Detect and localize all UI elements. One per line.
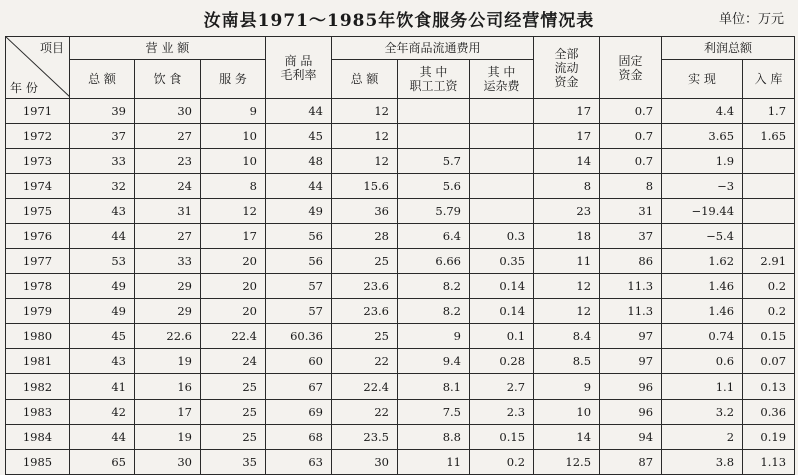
table-row xyxy=(6,124,795,149)
cost-freight-cell: 0.14 xyxy=(470,274,534,299)
cost-total-cell: 25 xyxy=(332,324,398,349)
cost-wages-text: 其 中 职工工资 xyxy=(409,65,458,93)
cost-total-cell: 36 xyxy=(332,199,398,224)
revenue-service-cell: 20 xyxy=(201,299,266,324)
revenue-food-cell: 27 xyxy=(135,124,201,149)
revenue-service-cell: 25 xyxy=(201,400,266,425)
year-cell: 1984 xyxy=(6,425,70,450)
year-cell: 1972 xyxy=(6,124,70,149)
gross-margin-cell: 68 xyxy=(266,425,332,450)
profit-realized-cell: 3.65 xyxy=(662,124,743,149)
year-cell: 1985 xyxy=(6,450,70,475)
year-cell: 1973 xyxy=(6,149,70,174)
cost-wages-cell: 6.66 xyxy=(398,249,470,274)
fixed-capital-cell: 0.7 xyxy=(600,124,662,149)
revenue-total-cell: 43 xyxy=(70,199,135,224)
year-cell: 1982 xyxy=(6,374,70,400)
fixed-capital-cell: 11.3 xyxy=(600,274,662,299)
revenue-service-cell: 35 xyxy=(201,450,266,475)
cost-wages-cell: 7.5 xyxy=(398,400,470,425)
profit-deposited-cell: 0.13 xyxy=(743,374,795,400)
working-capital-cell: 12 xyxy=(534,274,600,299)
table-row xyxy=(6,299,795,324)
revenue-service-cell: 10 xyxy=(201,149,266,174)
profit-realized-cell: 3.8 xyxy=(662,450,743,475)
year-cell: 1980 xyxy=(6,324,70,349)
revenue-service-cell: 24 xyxy=(201,349,266,374)
revenue-total-cell: 37 xyxy=(70,124,135,149)
cost-freight-cell: 0.14 xyxy=(470,299,534,324)
revenue-service-cell: 25 xyxy=(201,425,266,450)
working-capital-cell: 14 xyxy=(534,149,600,174)
cost-total-cell: 12 xyxy=(332,149,398,174)
profit-realized-cell: 2 xyxy=(662,425,743,450)
fixed-capital-cell: 97 xyxy=(600,349,662,374)
working-capital-cell: 23 xyxy=(534,199,600,224)
margin-header xyxy=(266,37,332,99)
fixed-capital-cell: 37 xyxy=(600,224,662,249)
revenue-total-cell: 42 xyxy=(70,400,135,425)
profit-realized-cell: 1.9 xyxy=(662,149,743,174)
profit-deposited-cell: 0.36 xyxy=(743,400,795,425)
profit-realized-cell: 1.46 xyxy=(662,299,743,324)
cost-total-cell: 30 xyxy=(332,450,398,475)
corner-top-label: 项目 xyxy=(39,41,64,55)
table-row xyxy=(6,400,795,425)
revenue-food-cell: 19 xyxy=(135,425,201,450)
revenue-total-cell: 32 xyxy=(70,174,135,199)
profit-deposited-cell: 0.2 xyxy=(743,299,795,324)
revenue-food-cell: 19 xyxy=(135,349,201,374)
year-cell: 1978 xyxy=(6,274,70,299)
profit-header: 利润总额 xyxy=(662,37,795,60)
cost-total-cell: 23.6 xyxy=(332,299,398,324)
fixed-capital-cell: 86 xyxy=(600,249,662,274)
revenue-food-cell: 30 xyxy=(135,99,201,124)
table-row xyxy=(6,374,795,400)
revenue-food-cell: 29 xyxy=(135,274,201,299)
cost-total-cell: 15.6 xyxy=(332,174,398,199)
gross-margin-cell: 60 xyxy=(266,349,332,374)
profit-deposited-header: 入 库 xyxy=(743,60,795,99)
cost-total-cell: 28 xyxy=(332,224,398,249)
revenue-total-cell: 41 xyxy=(70,374,135,400)
margin-header-text: 商 品 毛利率 xyxy=(280,53,317,82)
profit-deposited-cell: 0.19 xyxy=(743,425,795,450)
cost-wages-cell: 8.2 xyxy=(398,274,470,299)
revenue-service-cell: 20 xyxy=(201,249,266,274)
cost-freight-cell xyxy=(470,199,534,224)
revenue-service-cell: 12 xyxy=(201,199,266,224)
revenue-food-header: 饮 食 xyxy=(135,60,201,99)
year-cell: 1976 xyxy=(6,224,70,249)
working-capital-cell: 12 xyxy=(534,299,600,324)
corner-header xyxy=(6,37,70,99)
gross-margin-cell: 48 xyxy=(266,149,332,174)
table-row xyxy=(6,450,795,475)
revenue-food-cell: 16 xyxy=(135,374,201,400)
working-capital-cell: 14 xyxy=(534,425,600,450)
table-row xyxy=(6,249,795,274)
revenue-total-cell: 39 xyxy=(70,99,135,124)
working-capital-cell: 8.5 xyxy=(534,349,600,374)
profit-deposited-cell: 1.65 xyxy=(743,124,795,149)
cost-total-header: 总 额 xyxy=(332,60,398,99)
revenue-food-cell: 33 xyxy=(135,249,201,274)
fixed-capital-cell: 11.3 xyxy=(600,299,662,324)
cost-freight-cell xyxy=(470,124,534,149)
revenue-food-cell: 31 xyxy=(135,199,201,224)
revenue-service-cell: 17 xyxy=(201,224,266,249)
cost-freight-text: 其 中 运杂费 xyxy=(483,65,520,93)
table-title: 汝南县1971～1985年饮食服务公司经营情况表 xyxy=(203,11,595,31)
profit-deposited-cell: 0.2 xyxy=(743,274,795,299)
profit-realized-header: 实 现 xyxy=(662,60,743,99)
cost-wages-header xyxy=(398,60,470,99)
revenue-total-cell: 44 xyxy=(70,425,135,450)
revenue-food-cell: 24 xyxy=(135,174,201,199)
fixed-capital-cell: 31 xyxy=(600,199,662,224)
year-cell: 1981 xyxy=(6,349,70,374)
gross-margin-cell: 69 xyxy=(266,400,332,425)
cost-total-cell: 23.5 xyxy=(332,425,398,450)
cost-freight-cell xyxy=(470,99,534,124)
gross-margin-cell: 57 xyxy=(266,299,332,324)
table-row xyxy=(6,199,795,224)
working-capital-header xyxy=(534,37,600,99)
unit-label: 单位：万元 xyxy=(718,12,784,27)
cost-total-cell: 22 xyxy=(332,349,398,374)
revenue-total-cell: 53 xyxy=(70,249,135,274)
profit-deposited-cell xyxy=(743,224,795,249)
working-capital-cell: 9 xyxy=(534,374,600,400)
working-capital-cell: 17 xyxy=(534,99,600,124)
year-cell: 1974 xyxy=(6,174,70,199)
revenue-food-cell: 17 xyxy=(135,400,201,425)
cost-wages-cell: 5.79 xyxy=(398,199,470,224)
revenue-total-cell: 44 xyxy=(70,224,135,249)
cost-total-cell: 25 xyxy=(332,249,398,274)
revenue-service-header: 服 务 xyxy=(201,60,266,99)
gross-margin-cell: 56 xyxy=(266,249,332,274)
table-row xyxy=(6,174,795,199)
profit-realized-cell: −5.4 xyxy=(662,224,743,249)
cost-wages-cell: 8.1 xyxy=(398,374,470,400)
fixed-capital-cell: 8 xyxy=(600,174,662,199)
fixed-capital-cell: 94 xyxy=(600,425,662,450)
cost-freight-cell: 0.35 xyxy=(470,249,534,274)
working-capital-cell: 10 xyxy=(534,400,600,425)
year-cell: 1971 xyxy=(6,99,70,124)
fixed-capital-cell: 0.7 xyxy=(600,99,662,124)
fixed-capital-cell: 97 xyxy=(600,324,662,349)
table-row xyxy=(6,224,795,249)
profit-deposited-cell xyxy=(743,199,795,224)
working-capital-cell: 17 xyxy=(534,124,600,149)
fixed-capital-text: 固定 资金 xyxy=(618,53,643,82)
fixed-capital-cell: 87 xyxy=(600,450,662,475)
profit-deposited-cell: 1.7 xyxy=(743,99,795,124)
working-capital-cell: 11 xyxy=(534,249,600,274)
revenue-service-cell: 20 xyxy=(201,274,266,299)
cost-total-cell: 12 xyxy=(332,124,398,149)
profit-realized-cell: 4.4 xyxy=(662,99,743,124)
revenue-service-cell: 8 xyxy=(201,174,266,199)
profit-deposited-cell: 0.15 xyxy=(743,324,795,349)
cost-wages-cell: 8.2 xyxy=(398,299,470,324)
cost-total-cell: 23.6 xyxy=(332,274,398,299)
revenue-header: 营 业 额 xyxy=(70,37,266,60)
operations-table xyxy=(5,36,795,475)
cost-freight-cell: 2.3 xyxy=(470,400,534,425)
cost-wages-cell: 5.7 xyxy=(398,149,470,174)
year-cell: 1979 xyxy=(6,299,70,324)
table-row xyxy=(6,149,795,174)
gross-margin-cell: 49 xyxy=(266,199,332,224)
table-row xyxy=(6,324,795,349)
profit-realized-cell: 1.62 xyxy=(662,249,743,274)
cost-freight-cell: 0.1 xyxy=(470,324,534,349)
cost-header: 全年商品流通费用 xyxy=(332,37,534,60)
profit-deposited-cell: 2.91 xyxy=(743,249,795,274)
cost-wages-cell: 11 xyxy=(398,450,470,475)
working-capital-cell: 18 xyxy=(534,224,600,249)
revenue-service-cell: 9 xyxy=(201,99,266,124)
gross-margin-cell: 56 xyxy=(266,224,332,249)
profit-deposited-cell: 1.13 xyxy=(743,450,795,475)
cost-wages-cell: 5.6 xyxy=(398,174,470,199)
profit-realized-cell: 3.2 xyxy=(662,400,743,425)
profit-realized-cell: 1.1 xyxy=(662,374,743,400)
cost-freight-cell xyxy=(470,174,534,199)
gross-margin-cell: 63 xyxy=(266,450,332,475)
profit-realized-cell: 1.46 xyxy=(662,274,743,299)
revenue-service-cell: 10 xyxy=(201,124,266,149)
table-row xyxy=(6,99,795,124)
revenue-total-cell: 49 xyxy=(70,299,135,324)
year-cell: 1983 xyxy=(6,400,70,425)
revenue-total-cell: 65 xyxy=(70,450,135,475)
cost-total-cell: 22.4 xyxy=(332,374,398,400)
revenue-total-cell: 43 xyxy=(70,349,135,374)
gross-margin-cell: 44 xyxy=(266,174,332,199)
cost-freight-cell: 0.28 xyxy=(470,349,534,374)
cost-freight-cell: 0.15 xyxy=(470,425,534,450)
gross-margin-cell: 57 xyxy=(266,274,332,299)
cost-wages-cell xyxy=(398,124,470,149)
table-row xyxy=(6,274,795,299)
profit-deposited-cell xyxy=(743,174,795,199)
working-capital-cell: 8.4 xyxy=(534,324,600,349)
profit-realized-cell: −3 xyxy=(662,174,743,199)
revenue-food-cell: 23 xyxy=(135,149,201,174)
table-row xyxy=(6,349,795,374)
revenue-food-cell: 27 xyxy=(135,224,201,249)
revenue-food-cell: 29 xyxy=(135,299,201,324)
revenue-service-cell: 25 xyxy=(201,374,266,400)
table-body xyxy=(6,99,795,475)
revenue-food-cell: 22.6 xyxy=(135,324,201,349)
profit-deposited-cell xyxy=(743,149,795,174)
working-capital-cell: 12.5 xyxy=(534,450,600,475)
profit-deposited-cell: 0.07 xyxy=(743,349,795,374)
cost-total-cell: 12 xyxy=(332,99,398,124)
fixed-capital-cell: 0.7 xyxy=(600,149,662,174)
profit-realized-cell: 0.74 xyxy=(662,324,743,349)
gross-margin-cell: 45 xyxy=(266,124,332,149)
table-row xyxy=(6,425,795,450)
revenue-total-cell: 49 xyxy=(70,274,135,299)
cost-wages-cell xyxy=(398,99,470,124)
fixed-capital-cell: 96 xyxy=(600,400,662,425)
gross-margin-cell: 60.36 xyxy=(266,324,332,349)
cost-wages-cell: 9 xyxy=(398,324,470,349)
year-cell: 1977 xyxy=(6,249,70,274)
cost-freight-header xyxy=(470,60,534,99)
cost-freight-cell: 0.3 xyxy=(470,224,534,249)
working-capital-text: 全部 流动 资金 xyxy=(554,46,579,89)
revenue-total-cell: 45 xyxy=(70,324,135,349)
working-capital-cell: 8 xyxy=(534,174,600,199)
cost-wages-cell: 8.8 xyxy=(398,425,470,450)
corner-bottom-label: 年 份 xyxy=(10,81,38,95)
revenue-total-cell: 33 xyxy=(70,149,135,174)
cost-total-cell: 22 xyxy=(332,400,398,425)
cost-wages-cell: 6.4 xyxy=(398,224,470,249)
revenue-food-cell: 30 xyxy=(135,450,201,475)
revenue-total-header: 总 额 xyxy=(70,60,135,99)
cost-freight-cell: 0.2 xyxy=(470,450,534,475)
year-cell: 1975 xyxy=(6,199,70,224)
cost-freight-cell xyxy=(470,149,534,174)
cost-freight-cell: 2.7 xyxy=(470,374,534,400)
revenue-service-cell: 22.4 xyxy=(201,324,266,349)
fixed-capital-header xyxy=(600,37,662,99)
profit-realized-cell: 0.6 xyxy=(662,349,743,374)
gross-margin-cell: 44 xyxy=(266,99,332,124)
fixed-capital-cell: 96 xyxy=(600,374,662,400)
profit-realized-cell: −19.44 xyxy=(662,199,743,224)
cost-wages-cell: 9.4 xyxy=(398,349,470,374)
gross-margin-cell: 67 xyxy=(266,374,332,400)
